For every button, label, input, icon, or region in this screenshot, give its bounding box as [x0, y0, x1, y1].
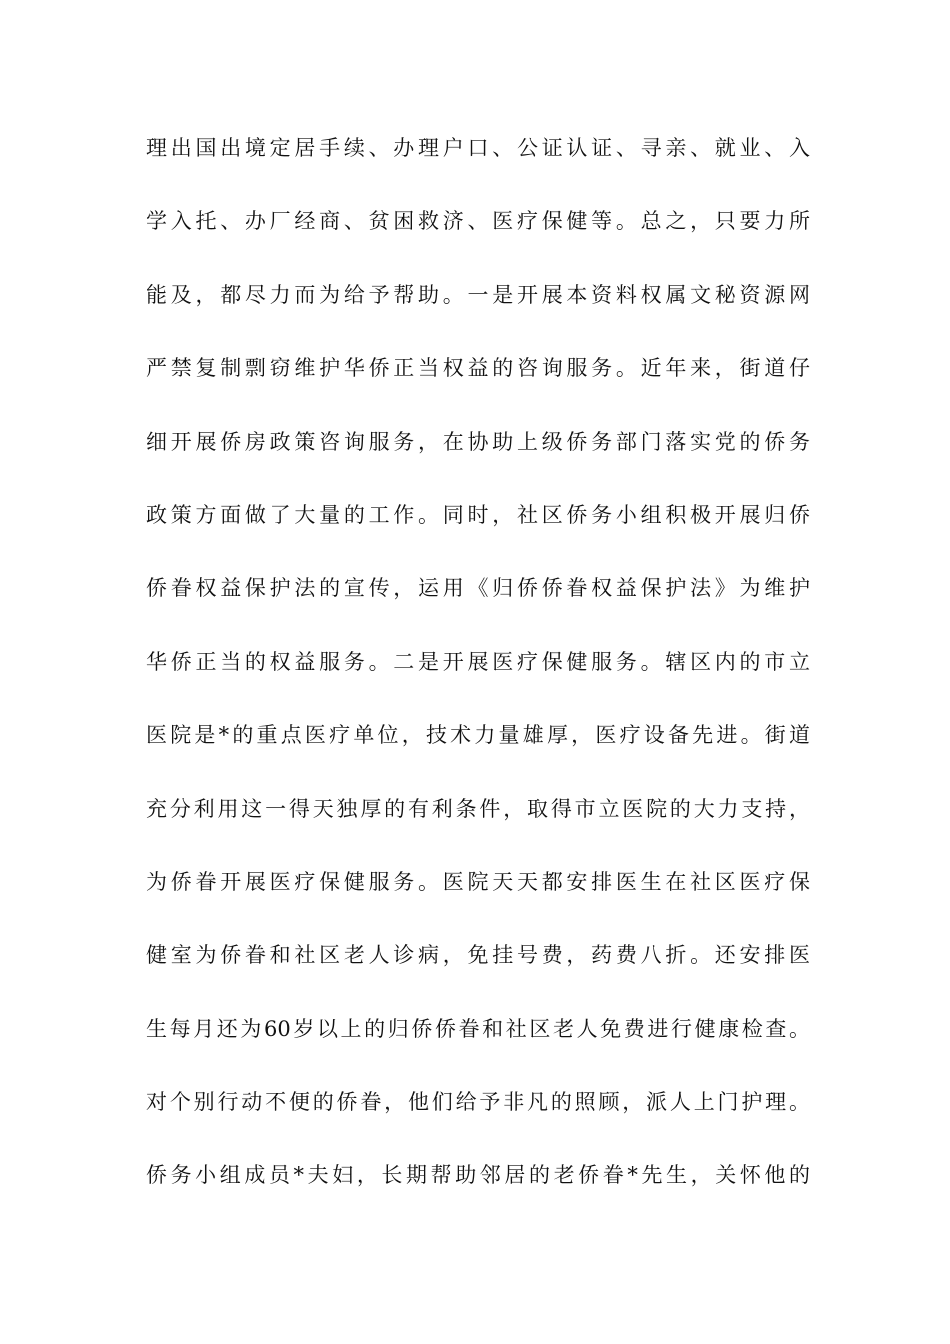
- body-text: [146, 130, 810, 1231]
- text-line: 严禁复制剽窃维护华侨正当权益的咨询服务。近年来，街道仔: [146, 356, 810, 381]
- text-line: 细开展侨房政策咨询服务，在协助上级侨务部门落实党的侨务: [146, 429, 810, 454]
- text-line: 生每月还为60岁以上的归侨侨眷和社区老人免费进行健康检查。: [146, 1016, 810, 1041]
- text-line: 华侨正当的权益服务。二是开展医疗保健服务。辖区内的市立: [146, 649, 810, 674]
- text-line: 能及，都尽力而为给予帮助。一是开展本资料权属文秘资源网: [146, 282, 810, 307]
- text-line: 对个别行动不便的侨眷，他们给予非凡的照顾，派人上门护理。: [146, 1090, 810, 1115]
- text-line: 为侨眷开展医疗保健服务。医院天天都安排医生在社区医疗保: [146, 869, 810, 894]
- text-line: 侨务小组成员*夫妇，长期帮助邻居的老侨眷*先生，关怀他的: [146, 1163, 810, 1188]
- text-line: 医院是*的重点医疗单位，技术力量雄厚，医疗设备先进。街道: [146, 723, 810, 748]
- text-line: 充分利用这一得天独厚的有利条件，取得市立医院的大力支持，: [146, 796, 810, 821]
- text-line: 理出国出境定居手续、办理户口、公证认证、寻亲、就业、入: [146, 136, 810, 160]
- text-line: 侨眷权益保护法的宣传，运用《归侨侨眷权益保护法》为维护: [146, 576, 810, 601]
- text-line: 政策方面做了大量的工作。同时，社区侨务小组积极开展归侨: [146, 502, 810, 527]
- text-line: 学入托、办厂经商、贫困救济、医疗保健等。总之，只要力所: [146, 209, 810, 234]
- text-line: 健室为侨眷和社区老人诊病，免挂号费，药费八折。还安排医: [146, 943, 810, 968]
